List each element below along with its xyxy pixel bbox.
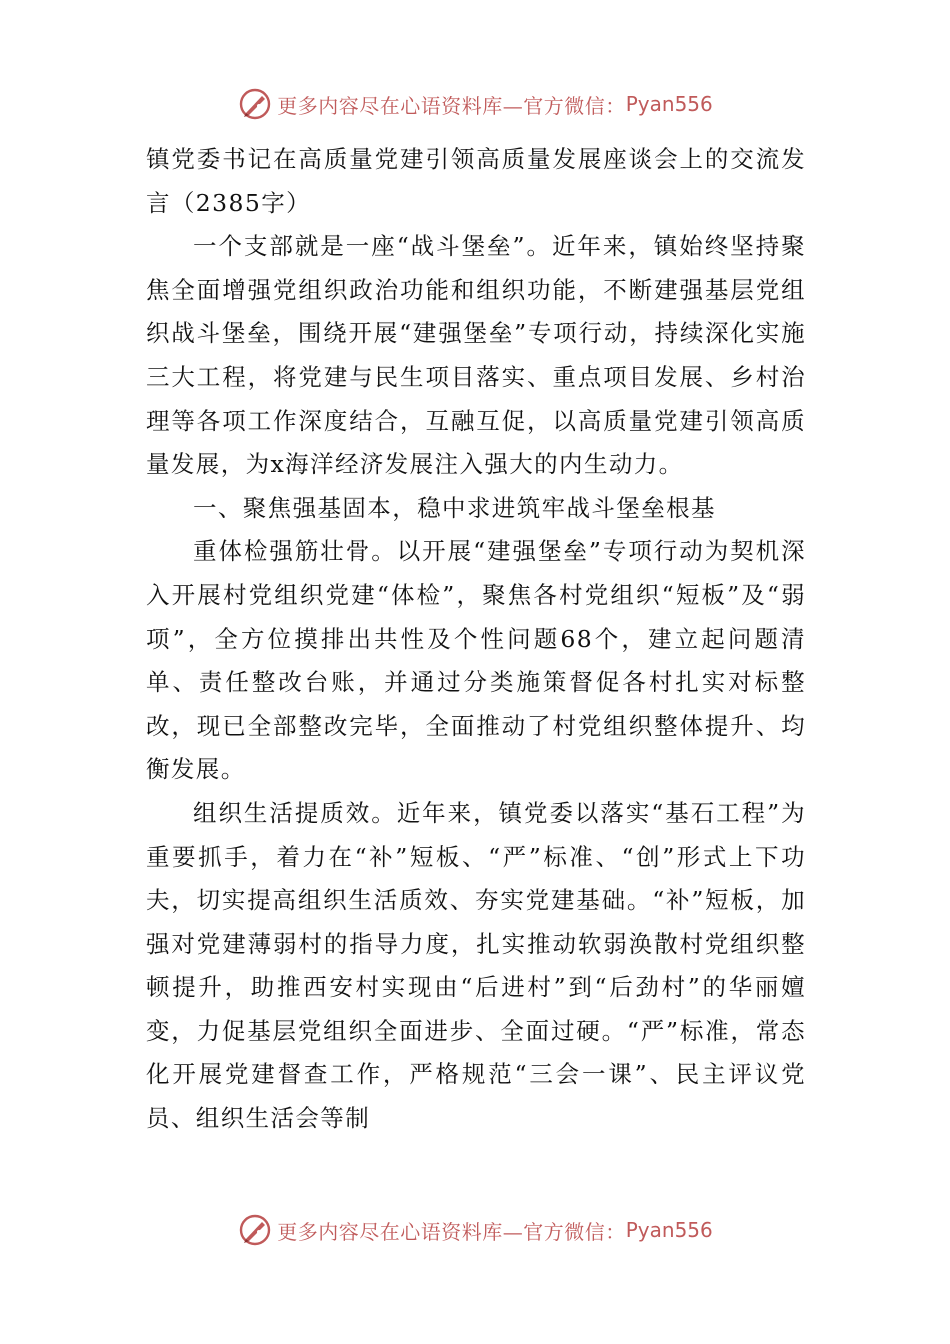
- paragraph-physical-check: 重体检强筋壮骨。以开展“建强堡垒”专项行动为契机深入开展村党组织党建“体检”，聚焦各村党组织“短板”及“弱项”，全方位摸排出共性及个性问题68个，建立起问题清单、责任整改台账，并通过分类施策督促各村扎实对标整改，现已全部整改完毕，全面推动了村党组织整体提升、均衡发展。: [146, 537, 806, 784]
- wechat-id: Pyan556: [625, 92, 713, 116]
- document-title: 镇党委书记在高质量党建引领高质量发展座谈会上的交流发言（2385字）: [146, 145, 806, 217]
- header-watermark-banner: [0, 82, 950, 126]
- section-heading-1: 一、聚焦强基固本，稳中求进筑牢战斗堡垒根基: [193, 493, 716, 522]
- pen-circle-icon: [237, 1212, 273, 1248]
- watermark-text: 更多内容尽在心语资料库—官方微信：: [277, 1219, 626, 1244]
- pen-circle-icon: [237, 86, 273, 122]
- paragraph-organization-life: 组织生活提质效。近年来，镇党委以落实“基石工程”为重要抓手，着力在“补”短板、“严”标准、“创”形式上下功夫，切实提高组织生活质效、夯实党建基础。“补”短板，加强对党建薄弱村的指导力度，扎实推动软弱涣散村党组织整顿提升，助推西安村实现由“后进村”到“后劲村”的华丽嬗变，力促基层党组织全面进步、全面过硬。“严”标准，常态化开展党建督查工作，严格规范“三会一课”、民主评议党员、组织生活会等制: [146, 798, 806, 1133]
- document-body: [146, 138, 806, 1141]
- footer-watermark-banner: [0, 1208, 950, 1252]
- paragraph-intro: 一个支部就是一座“战斗堡垒”。近年来，镇始终坚持聚焦全面增强党组织政治功能和组织功能，不断建强基层党组织战斗堡垒，围绕开展“建强堡垒”专项行动，持续深化实施三大工程，将党建与民生项目落实、重点项目发展、乡村治理等各项工作深度结合，互融互促，以高质量党建引领高质量发展，为x海洋经济发展注入强大的内生动力。: [146, 232, 806, 479]
- wechat-id: Pyan556: [625, 1218, 713, 1242]
- watermark-text: 更多内容尽在心语资料库—官方微信：: [277, 93, 626, 118]
